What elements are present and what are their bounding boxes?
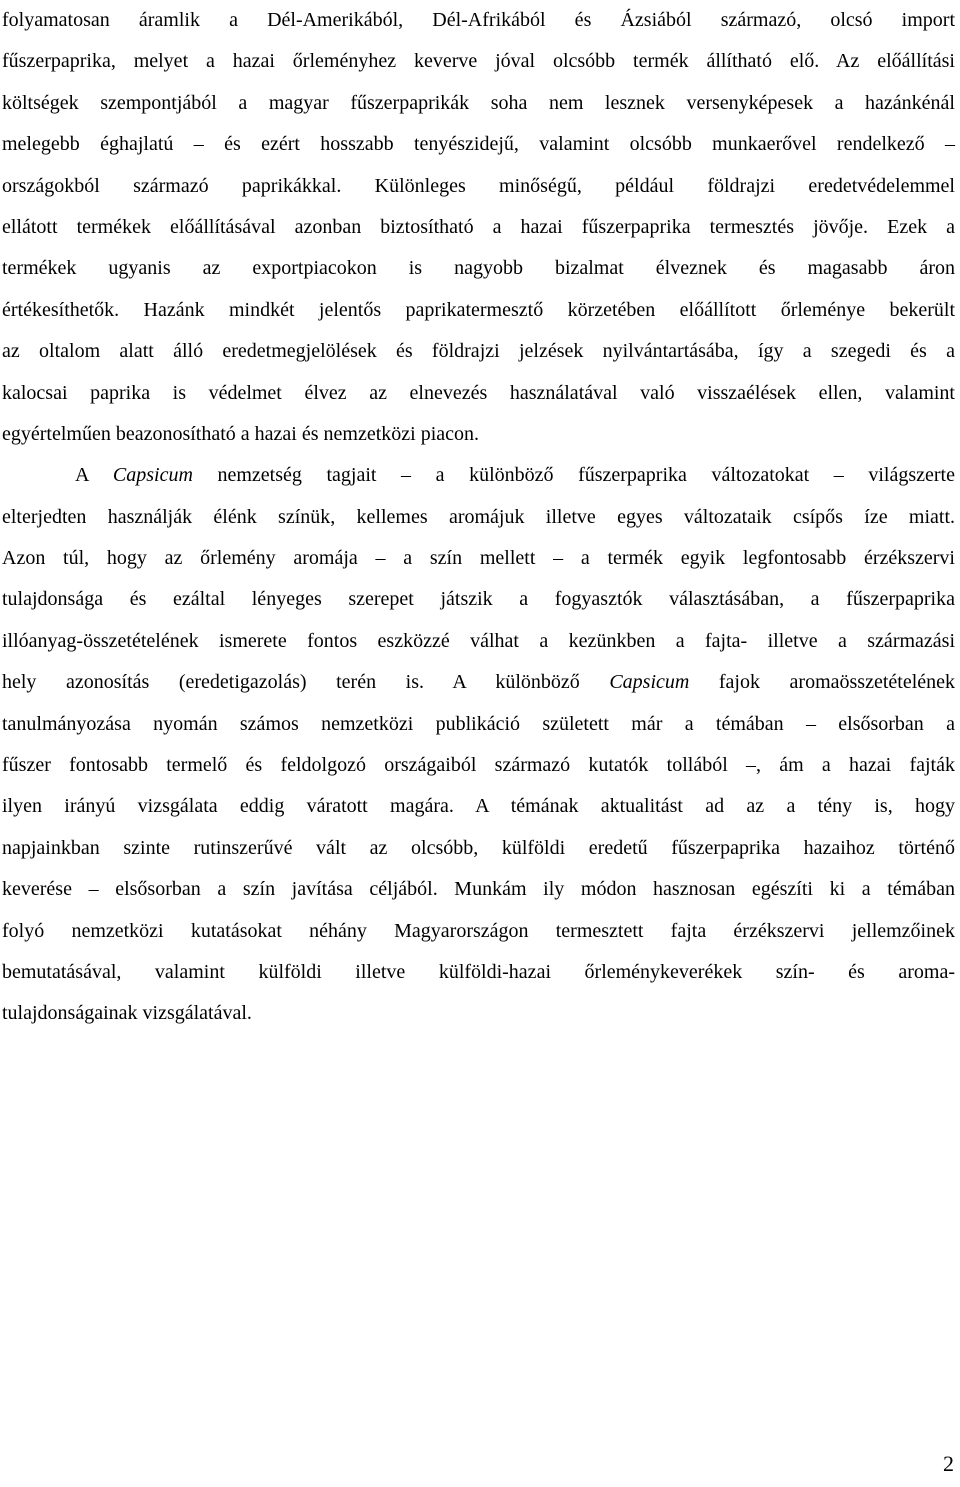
text-line: fűszer fontosabb termelő és feldolgozó országaiból származó kutatók tollából –, ám a hazai fajták [2, 754, 955, 777]
text-run: hely azonosítás (eredetigazolás) terén is. A különböző [2, 671, 610, 694]
text-line [2, 455, 955, 496]
text-line: termékek ugyanis az exportpiacokon is nagyobb bizalmat élveznek és magasabb áron [2, 257, 955, 280]
text-line [2, 662, 955, 703]
text-line: költségek szempontjából a magyar fűszerpaprikák soha nem lesznek versenyképesek a hazánkénál [2, 91, 955, 114]
text-line: tulajdonsága és ezáltal lényeges szerepet játszik a fogyasztók választásában, a fűszerpaprika [2, 588, 955, 611]
page-number: 2 [943, 1451, 954, 1476]
italic-term: Capsicum [609, 671, 690, 694]
text-line: melegebb éghajlatú – és ezért hosszabb tenyészidejű, valamint olcsóbb munkaerővel rendelkező – [2, 133, 955, 156]
italic-term: Capsicum [112, 464, 193, 487]
text-line: elterjedten használják élénk színük, kellemes aromájuk illetve egyes változataik csípős íze miatt. [2, 505, 955, 528]
text-line: Azon túl, hogy az őrlemény aromája – a szín mellett – a termék egyik legfontosabb érzékszervi [2, 547, 955, 570]
text-line: kalocsai paprika is védelmet élvez az elnevezés használatával való visszaélések ellen, valamint [2, 381, 955, 404]
text-line: keverése – elsősorban a szín javítása céljából. Munkám ily módon hasznosan egészíti ki a témában [2, 878, 955, 901]
text-line: országokból származó paprikákkal. Különleges minőségű, például földrajzi eredetvédelemmel [2, 174, 955, 197]
text-run: A [75, 464, 113, 487]
body-text [2, 0, 955, 1035]
text-line: folyamatosan áramlik a Dél-Amerikából, Dél-Afrikából és Ázsiából származó, olcsó import [2, 9, 955, 31]
text-line: ellátott termékek előállításával azonban biztosítható a hazai fűszerpaprika termesztés jövője. Ezek a [2, 215, 955, 238]
text-line: folyó nemzetközi kutatásokat néhány Magyarországon termesztett fajta érzékszervi jellemzőinek [2, 919, 955, 942]
text-line: illóanyag-összetételének ismerete fontos eszközzé válhat a kezünkben a fajta- illetve a származási [2, 629, 955, 652]
paragraph-2 [2, 455, 955, 1034]
text-line: az oltalom alatt álló eredetmegjelölések és földrajzi jelzések nyilvántartásába, így a szegedi és a [2, 340, 955, 363]
text-line: bemutatásával, valamint külföldi illetve külföldi-hazai őrleménykeverékek szín- és aroma- [2, 960, 955, 983]
text-line: fűszerpaprika, melyet a hazai őrleményhez keverve jóval olcsóbb termék állítható elő. Az előállítási [2, 50, 955, 73]
text-run: nemzetség tagjait – a különböző fűszerpaprika változatokat – világszerte [192, 464, 955, 487]
text-line: egyértelműen beazonosítható a hazai és nemzetközi piacon. [2, 422, 480, 445]
text-line: tanulmányozása nyomán számos nemzetközi publikáció született már a témában – elsősorban a [2, 712, 955, 735]
paragraph-1 [2, 0, 955, 455]
text-line: értékesíthetők. Hazánk mindkét jelentős paprikatermesztő körzetében előállított őrleménye bekerült [2, 298, 955, 321]
text-run: fajok aromaösszetételének [689, 671, 956, 694]
text-line: tulajdonságainak vizsgálatával. [2, 1002, 252, 1025]
text-line: ilyen irányú vizsgálata eddig váratott magára. A témának aktualitást ad az a tény is, hogy [2, 795, 955, 818]
text-line: napjainkban szinte rutinszerűvé vált az olcsóbb, külföldi eredetű fűszerpaprika hazaihoz történő [2, 836, 955, 859]
